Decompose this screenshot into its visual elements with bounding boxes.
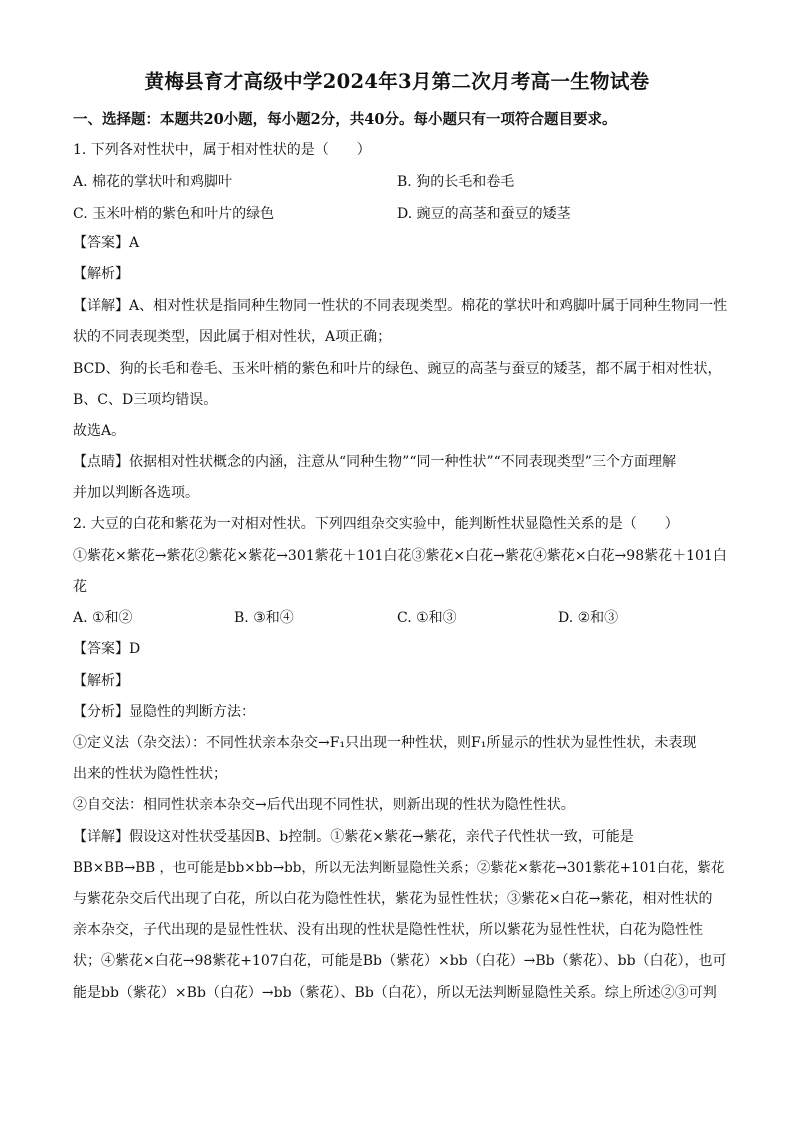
q2-detail-line: BB×BB→BB ，也可能是bb×bb→bb，所以无法判断显隐性关系；②紫花×紫花→301紫花+101白花，紫花 bbox=[73, 860, 725, 876]
q2-analysis-line: ①定义法（杂交法）：不同性状亲本杂交→F₁只出现一种性状，则F₁所显示的性状为显性性状，未表现 bbox=[73, 735, 697, 751]
q1-answer: 【答案】A bbox=[73, 235, 140, 251]
q2-analysis-line: ②自交法：相同性状亲本杂交→后代出现不同性状，则新出现的性状为隐性性状。 bbox=[73, 797, 575, 813]
q1-option-c: C. 玉米叶梢的紫色和叶片的绿色 bbox=[73, 206, 275, 222]
q2-analysis-line: 出来的性状为隐性性状； bbox=[73, 766, 227, 782]
q1-option-a: A. 棉花的掌状叶和鸡脚叶 bbox=[73, 174, 233, 190]
q2-answer: 【答案】D bbox=[73, 641, 141, 657]
q2-detail-line: 亲本杂交，子代出现的是显性性状、没有出现的性状是隐性性状，所以紫花为显性性状，白花为隐性性 bbox=[73, 922, 703, 938]
q2-detail-line: 能是bb（紫花）×Bb（白花）→bb（紫花）、Bb（白花），所以无法判断显隐性关系。综上所述②③可判 bbox=[73, 985, 717, 1001]
q1-analysis-heading: 【解析】 bbox=[73, 266, 129, 282]
q2-detail-line: 状；④紫花×白花→98紫花+107白花，可能是Bb（紫花）×bb（白花）→Bb（紫花）、bb（白花），也可 bbox=[73, 953, 727, 969]
q1-detail-line: BCD、狗的长毛和卷毛、玉米叶梢的紫色和叶片的绿色、豌豆的高茎与蚕豆的矮茎，都不属于相对性状， bbox=[73, 361, 722, 377]
q1-detail-line: 【详解】A、相对性状是指同种生物同一性状的不同表现类型。棉花的掌状叶和鸡脚叶属于同种生物同一性 bbox=[73, 298, 728, 314]
q2-option-c: C. ①和③ bbox=[397, 610, 457, 626]
section-heading: 一、选择题：本题共20小题，每小题2分，共40分。每小题只有一项符合题目要求。 bbox=[73, 111, 617, 128]
q1-conclusion: 故选A。 bbox=[73, 423, 126, 439]
q2-option-d: D. ②和③ bbox=[558, 610, 619, 626]
q2-analysis-heading: 【解析】 bbox=[73, 673, 129, 689]
page-title: 黄梅县育才高级中学2024年3月第二次月考高一生物试卷 bbox=[144, 70, 650, 93]
q2-stem: 2. 大豆的白花和紫花为一对相对性状。下列四组杂交实验中，能判断性状显隐性关系的是（ ） bbox=[73, 516, 679, 532]
q1-tip-line: 并加以判断各选项。 bbox=[73, 485, 199, 501]
q1-option-d: D. 豌豆的高茎和蚕豆的矮茎 bbox=[397, 206, 571, 222]
q1-stem: 1. 下列各对性状中，属于相对性状的是（ ） bbox=[73, 142, 371, 158]
q1-detail-line: B、C、D三项均错误。 bbox=[73, 392, 218, 408]
q2-option-b: B. ③和④ bbox=[234, 610, 294, 626]
q2-crosses-line: ①紫花×紫花→紫花②紫花×紫花→301紫花＋101白花③紫花×白花→紫花④紫花×白花→98紫花＋101白 bbox=[73, 548, 727, 564]
q2-detail-line: 与紫花杂交后代出现了白花，所以白花为隐性性状，紫花为显性性状；③紫花×白花→紫花，相对性状的 bbox=[73, 891, 713, 907]
q1-tip-line: 【点睛】依据相对性状概念的内涵，注意从“同种生物”“同一种性状”“不同表现类型”三个方面理解 bbox=[73, 454, 676, 470]
q2-crosses-line: 花 bbox=[73, 579, 87, 595]
q2-analysis-line: 【分析】显隐性的判断方法： bbox=[73, 704, 255, 720]
q1-detail-line: 状的不同表现类型，因此属于相对性状，A项正确； bbox=[73, 329, 392, 345]
q1-option-b: B. 狗的长毛和卷毛 bbox=[397, 174, 515, 190]
q2-detail-line: 【详解】假设这对性状受基因B、b控制。①紫花×紫花→紫花，亲代子代性状一致，可能是 bbox=[73, 829, 634, 845]
q2-option-a: A. ①和② bbox=[73, 610, 133, 626]
